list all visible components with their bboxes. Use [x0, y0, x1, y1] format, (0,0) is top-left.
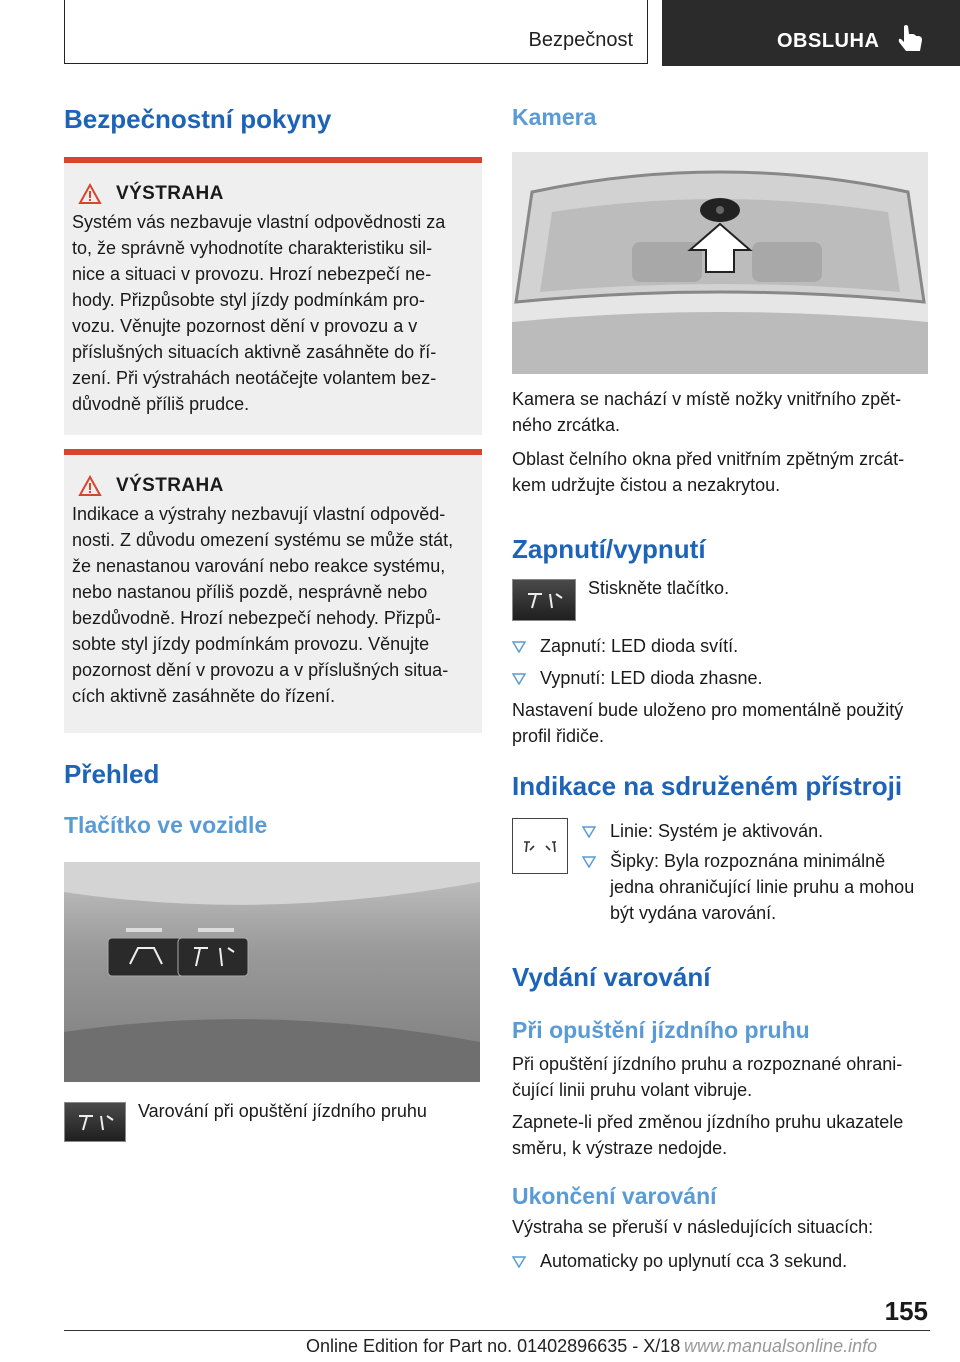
warning-output-title: Vydání varování — [512, 961, 711, 992]
cluster-title: Indikace na sdruženém přístroji — [512, 770, 903, 801]
warning-line: vozu. Věnujte pozornost dění v provozu a v — [72, 316, 418, 337]
chapter-title: OBSLUHA — [777, 30, 880, 52]
button-caption: Varování při opuštění jízdního pruhu — [138, 1100, 427, 1121]
camera-text: Kamera se nachází v místě nožky vnitřního zpět- — [512, 388, 902, 409]
page-header — [0, 0, 960, 66]
warning-label: VÝSTRAHA — [116, 475, 224, 497]
list-item-text: Linie: Systém je aktivován. — [610, 820, 824, 841]
triangle-bullet-icon — [582, 818, 596, 838]
page-number: 155 — [884, 1296, 928, 1326]
section-tab — [64, 0, 648, 64]
onoff-title: Zapnutí/vypnutí — [512, 533, 706, 564]
button-title: Tlačítko ve vozidle — [64, 812, 268, 839]
list-item — [512, 633, 930, 659]
leave-text: čující linii pruhu volant vibruje. — [512, 1079, 753, 1100]
leave-text: Při opuštění jízdního pruhu a rozpoznané ohrani- — [512, 1053, 903, 1074]
list-item-text: Automaticky po uplynutí cca 3 sekund. — [540, 1251, 848, 1272]
list-item — [512, 1248, 930, 1274]
safety-title: Bezpečnostní pokyny — [64, 104, 332, 134]
warning-label: VÝSTRAHA — [116, 183, 224, 205]
warning-line: zení. Při výstrahách neotáčejte volantem bez- — [72, 368, 437, 389]
camera-photo — [512, 152, 928, 374]
warning-line: Systém vás nezbavuje vlastní odpovědnosti za — [72, 212, 446, 233]
warning-line: to, že správně vyhodnotíte charakteristiku sil- — [72, 238, 433, 259]
warning-triangle-icon — [78, 183, 102, 205]
cluster-row — [512, 818, 930, 926]
end-warning-title: Ukončení varování — [512, 1182, 717, 1209]
camera-text: Oblast čelního okna před vnitřním zpětným zrcát- — [512, 448, 905, 469]
cluster-display-icon — [512, 818, 568, 874]
warning-line: cích aktivně zasáhněte do řízení. — [72, 686, 336, 707]
camera-text: ného zrcátka. — [512, 414, 621, 435]
warning-box-1 — [64, 157, 482, 435]
warning-line: bezdůvodně. Hrozí nebezpečí nehody. Přizpů- — [72, 608, 441, 629]
end-text: Výstraha se přeruší v následujících situacích: — [512, 1217, 874, 1238]
hand-pointer-icon — [896, 24, 926, 54]
list-item-text: jedna ohraničující linie pruhu a mohou — [610, 876, 915, 897]
triangle-bullet-icon — [512, 1248, 526, 1268]
warning-line: nice a situaci v provozu. Hrozí nebezpečí ne- — [72, 264, 432, 285]
onoff-note: profil řidiče. — [512, 725, 605, 746]
footer-divider — [64, 1330, 930, 1331]
list-item — [512, 665, 930, 691]
warning-line: nebo nastanou příliš pozdě, nesprávně nebo — [72, 582, 428, 603]
warning-line: hody. Přizpůsobte styl jízdy podmínkám pro- — [72, 290, 425, 311]
warning-line: že nenastanou varování nebo reakce systému, — [72, 556, 446, 577]
list-item-text: Vypnutí: LED dioda zhasne. — [540, 667, 763, 688]
footer-watermark: www.manualsonline.info — [684, 1336, 878, 1356]
leave-text: Zapnete-li před změnou jízdního pruhu ukazatele — [512, 1111, 904, 1132]
warning-line: nosti. Z důvodu omezení systému se může stát, — [72, 530, 454, 551]
list-item — [582, 818, 914, 844]
overview-title: Přehled — [64, 759, 160, 790]
list-item — [582, 848, 914, 926]
button-caption-row — [64, 1102, 482, 1142]
warning-box-2 — [64, 449, 482, 733]
onoff-note: Nastavení bude uloženo pro momentálně použitý — [512, 699, 904, 720]
chapter-tab — [662, 0, 960, 66]
warning-line: sobte styl jízdy podmínkám provozu. Věnujte — [72, 634, 430, 655]
leave-lane-title: Při opuštění jízdního pruhu — [512, 1017, 810, 1044]
footer-edition: Online Edition for Part no. 01402896635 - X/18 — [306, 1336, 681, 1356]
list-item-text: být vydána varování. — [610, 902, 777, 923]
onoff-row — [512, 579, 930, 621]
warning-line: pozornost dění v provozu a v příslušných situa- — [72, 660, 449, 681]
triangle-bullet-icon — [582, 848, 596, 868]
triangle-bullet-icon — [512, 633, 526, 653]
warning-line: příslušných situacích aktivně zasáhněte do ří- — [72, 342, 437, 363]
button-photo — [64, 862, 480, 1082]
warning-line: důvodně příliš prudce. — [72, 394, 250, 415]
camera-title: Kamera — [512, 104, 597, 130]
warning-line: Indikace a výstrahy nezbavují vlastní odpověd- — [72, 504, 446, 525]
lane-warning-button-icon — [64, 1102, 126, 1142]
triangle-bullet-icon — [512, 665, 526, 685]
section-title: Bezpečnost — [528, 29, 633, 51]
list-item-text: Šipky: Byla rozpoznána minimálně — [610, 850, 886, 871]
lane-warning-button-icon — [512, 579, 576, 621]
warning-triangle-icon — [78, 475, 102, 497]
right-column — [512, 96, 930, 1274]
leave-text: směru, k výstraze nedojde. — [512, 1137, 728, 1158]
camera-text: kem udržujte čistou a nezakrytou. — [512, 474, 781, 495]
left-column — [64, 96, 482, 1142]
onoff-press: Stiskněte tlačítko. — [588, 577, 730, 598]
list-item-text: Zapnutí: LED dioda svítí. — [540, 635, 739, 656]
